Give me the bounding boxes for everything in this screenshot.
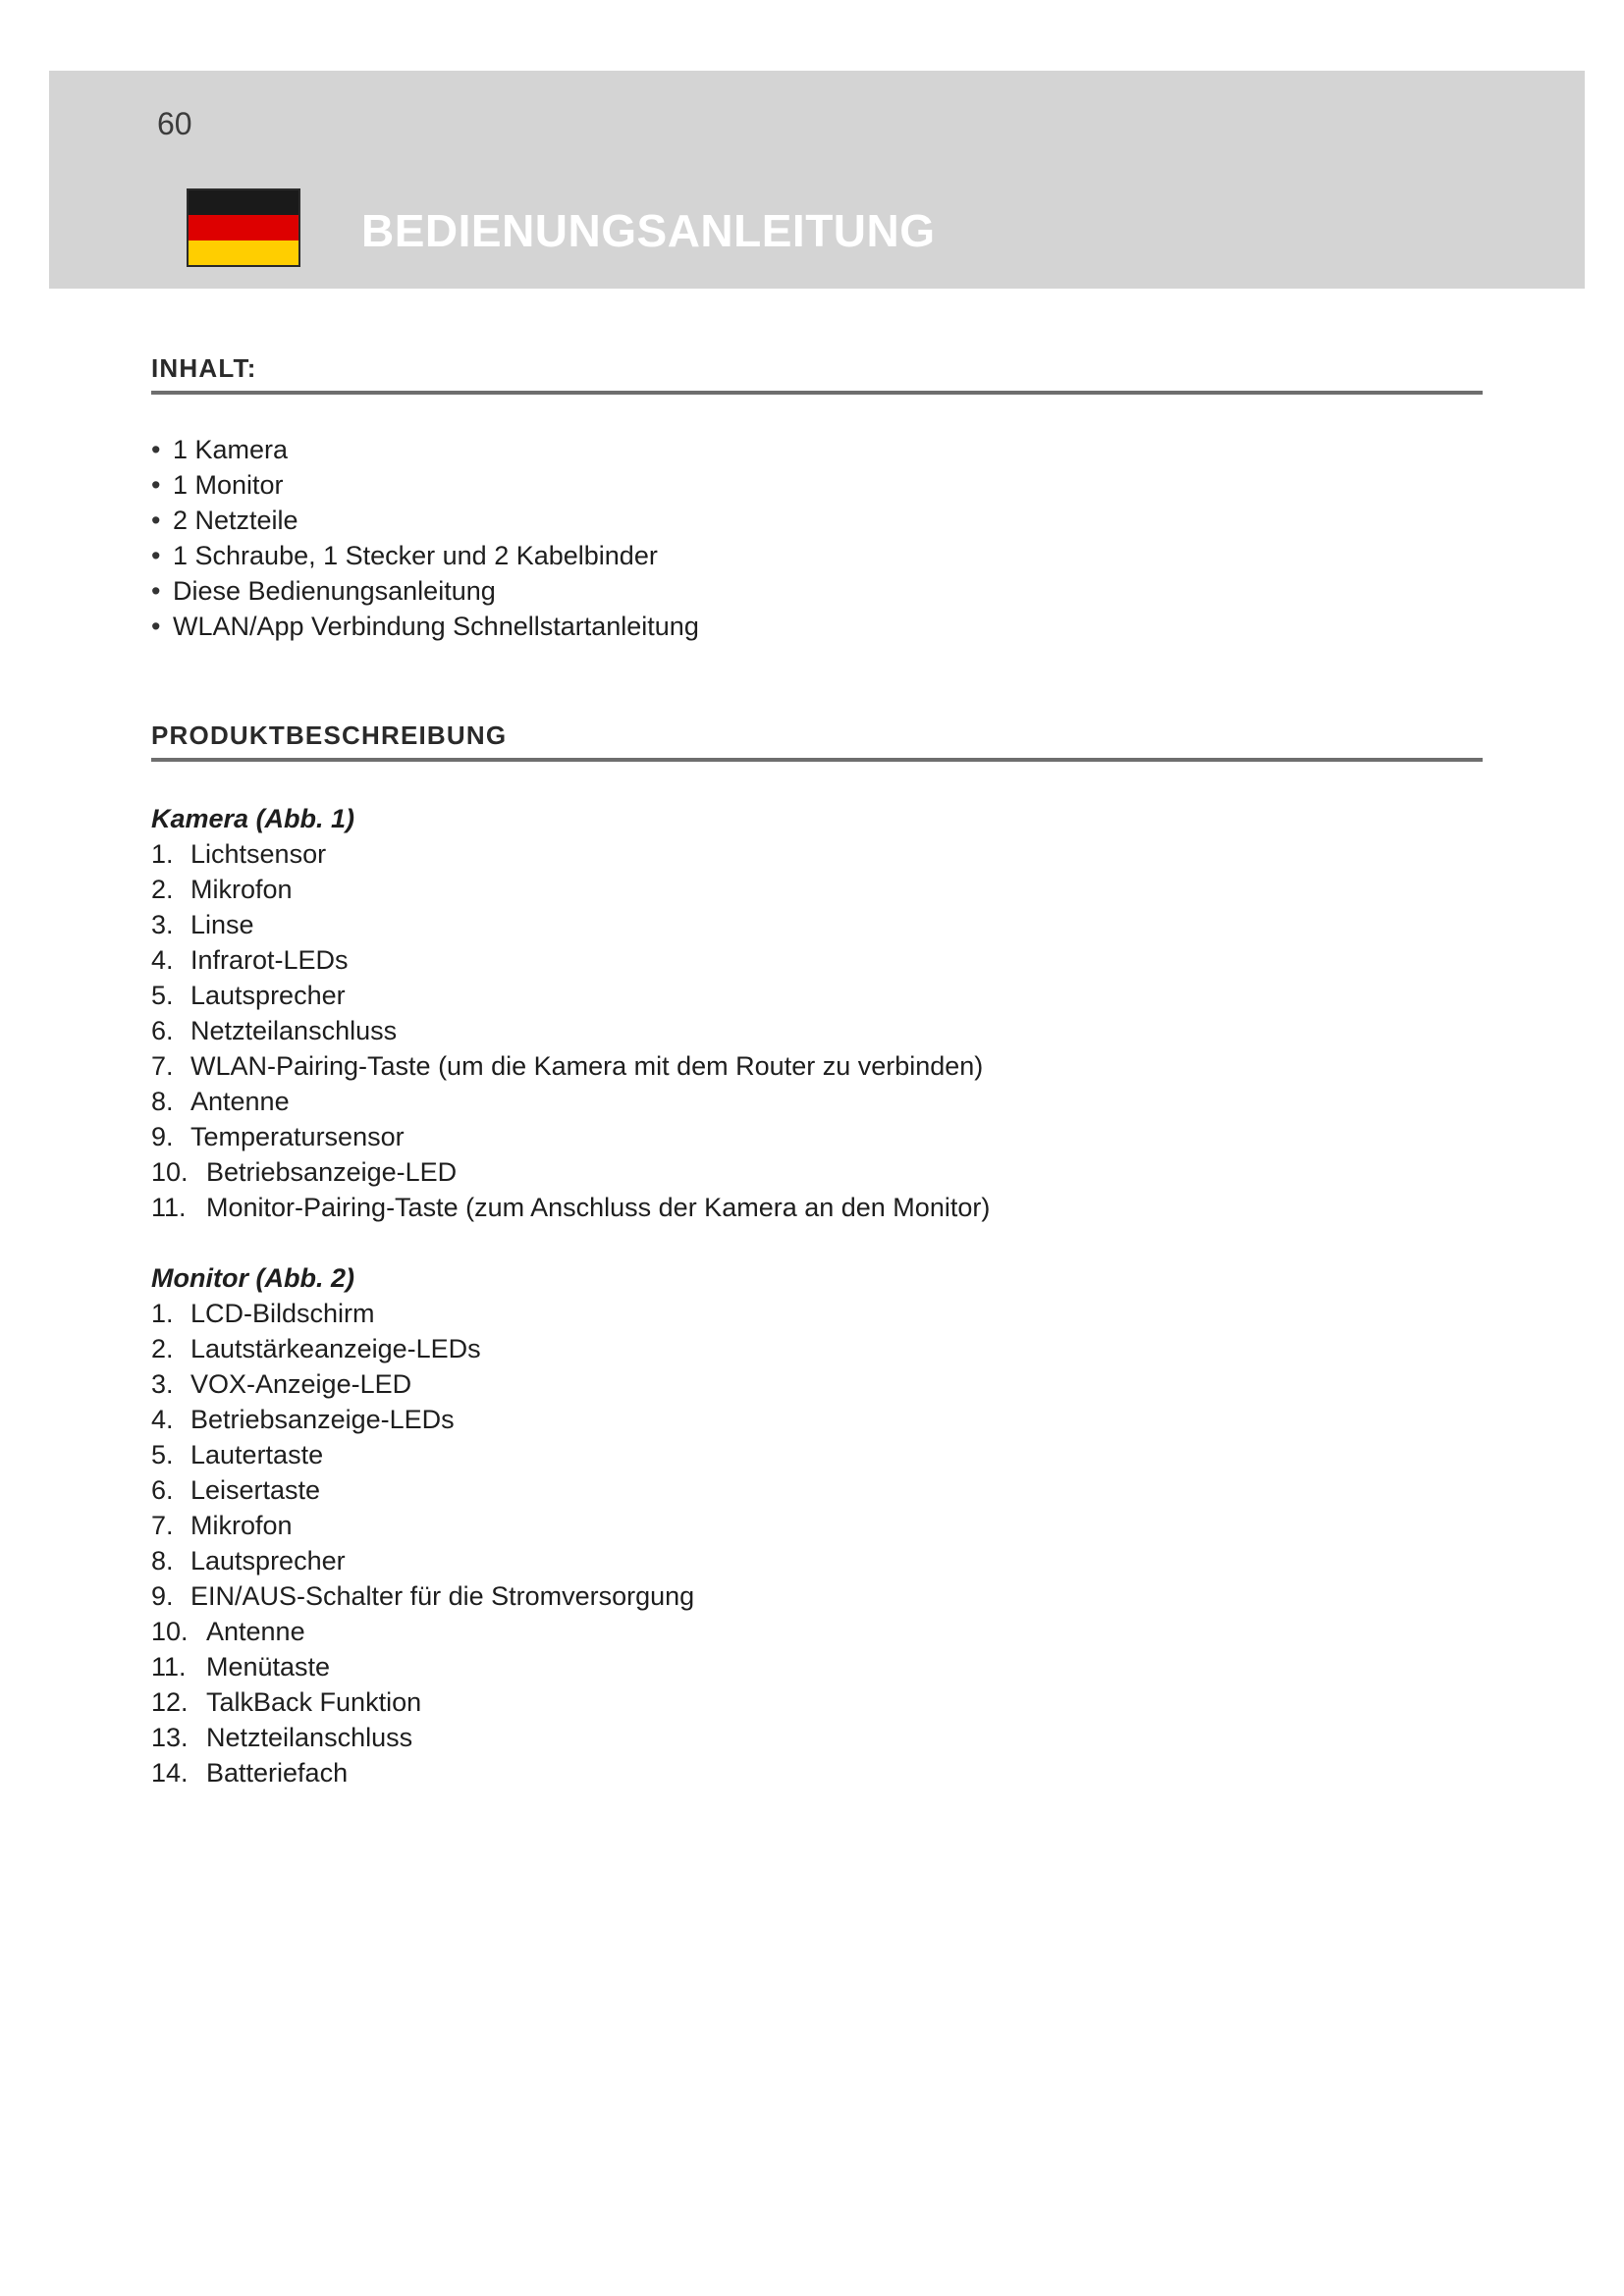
contents-item-label: 1 Schraube, 1 Stecker und 2 Kabelbinder — [173, 540, 658, 570]
monitor-part-item — [151, 1543, 1483, 1578]
contents-heading: INHALT: — [151, 353, 257, 383]
camera-part-number: 1. — [151, 838, 174, 869]
monitor-part-label: Betriebsanzeige-LEDs — [190, 1404, 455, 1434]
bullet-icon: • — [151, 611, 161, 641]
contents-list-item — [151, 573, 1483, 609]
monitor-part-label: Batteriefach — [206, 1757, 349, 1788]
monitor-part-label: Leisertaste — [190, 1474, 321, 1505]
monitor-part-number: 1. — [151, 1298, 174, 1328]
monitor-part-item — [151, 1649, 1483, 1684]
monitor-part-number: 14. — [151, 1757, 189, 1788]
monitor-part-item — [151, 1402, 1483, 1437]
monitor-part-number: 7. — [151, 1510, 174, 1540]
camera-part-label: Mikrofon — [190, 874, 293, 904]
camera-part-number: 4. — [151, 944, 174, 975]
page-number: 60 — [157, 106, 192, 141]
bullet-icon: • — [151, 540, 161, 570]
bullet-icon: • — [151, 575, 161, 606]
camera-part-item — [151, 1190, 1483, 1225]
contents-list — [151, 432, 1483, 644]
monitor-subheading: Monitor (Abb. 2) — [151, 1262, 354, 1293]
camera-part-number: 6. — [151, 1015, 174, 1045]
monitor-part-item — [151, 1508, 1483, 1543]
contents-item-label: Diese Bedienungsanleitung — [173, 575, 496, 606]
monitor-part-label: Menütaste — [206, 1651, 331, 1682]
monitor-part-number: 6. — [151, 1474, 174, 1505]
flag-stripe-black — [189, 190, 298, 215]
camera-part-number: 2. — [151, 874, 174, 904]
monitor-part-item — [151, 1720, 1483, 1755]
camera-part-number: 3. — [151, 909, 174, 939]
monitor-part-label: Netzteilanschluss — [206, 1722, 413, 1752]
camera-part-number: 7. — [151, 1050, 174, 1081]
contents-section — [151, 355, 1483, 644]
document-title: BEDIENUNGSANLEITUNG — [361, 205, 936, 256]
contents-item-label: 2 Netzteile — [173, 505, 298, 535]
camera-part-label: WLAN-Pairing-Taste (um die Kamera mit dem Router zu verbinden) — [190, 1050, 984, 1081]
camera-part-label: Monitor-Pairing-Taste (zum Anschluss der Kamera an den Monitor) — [206, 1192, 991, 1222]
german-flag-icon — [187, 188, 300, 267]
bullet-icon: • — [151, 505, 161, 535]
camera-part-item — [151, 1154, 1483, 1190]
monitor-part-label: EIN/AUS-Schalter für die Stromversorgung — [190, 1580, 695, 1611]
monitor-parts-list — [151, 1296, 1483, 1790]
camera-part-item — [151, 1013, 1483, 1048]
product-description-section — [151, 722, 1483, 1790]
monitor-part-label: Lautertaste — [190, 1439, 324, 1469]
flag-stripe-gold — [189, 240, 298, 265]
monitor-part-label: VOX-Anzeige-LED — [190, 1368, 412, 1399]
monitor-part-number: 9. — [151, 1580, 174, 1611]
camera-part-label: Lichtsensor — [190, 838, 327, 869]
contents-list-item — [151, 538, 1483, 573]
monitor-part-number: 13. — [151, 1722, 189, 1752]
monitor-part-item — [151, 1684, 1483, 1720]
monitor-part-number: 3. — [151, 1368, 174, 1399]
camera-part-label: Linse — [190, 909, 254, 939]
monitor-part-item — [151, 1331, 1483, 1366]
camera-part-label: Betriebsanzeige-LED — [206, 1156, 458, 1187]
monitor-part-number: 11. — [151, 1651, 187, 1682]
camera-part-label: Antenne — [190, 1086, 290, 1116]
header-band — [49, 71, 1585, 289]
camera-part-label: Infrarot-LEDs — [190, 944, 349, 975]
monitor-part-number: 5. — [151, 1439, 174, 1469]
contents-list-item — [151, 467, 1483, 503]
monitor-part-label: Mikrofon — [190, 1510, 293, 1540]
monitor-part-number: 8. — [151, 1545, 174, 1575]
camera-part-item — [151, 978, 1483, 1013]
camera-part-number: 11. — [151, 1192, 187, 1222]
contents-item-label: 1 Kamera — [173, 434, 289, 464]
monitor-part-label: Lautstärkeanzeige-LEDs — [190, 1333, 481, 1363]
contents-list-item — [151, 432, 1483, 467]
monitor-part-item — [151, 1472, 1483, 1508]
camera-part-number: 8. — [151, 1086, 174, 1116]
camera-part-item — [151, 836, 1483, 872]
contents-list-item — [151, 503, 1483, 538]
monitor-block — [151, 1260, 1483, 1790]
contents-item-label: WLAN/App Verbindung Schnellstartanleitung — [173, 611, 699, 641]
camera-part-number: 10. — [151, 1156, 189, 1187]
monitor-part-item — [151, 1437, 1483, 1472]
camera-part-item — [151, 907, 1483, 942]
monitor-part-label: TalkBack Funktion — [206, 1686, 422, 1717]
camera-part-item — [151, 872, 1483, 907]
monitor-part-number: 4. — [151, 1404, 174, 1434]
camera-block — [151, 801, 1483, 1225]
monitor-part-number: 2. — [151, 1333, 174, 1363]
camera-parts-list — [151, 836, 1483, 1225]
monitor-part-label: LCD-Bildschirm — [190, 1298, 375, 1328]
camera-part-item — [151, 942, 1483, 978]
monitor-part-label: Antenne — [206, 1616, 305, 1646]
product-description-heading: PRODUKTBESCHREIBUNG — [151, 721, 508, 750]
contents-item-label: 1 Monitor — [173, 469, 284, 500]
camera-part-item — [151, 1119, 1483, 1154]
flag-stripe-red — [189, 215, 298, 240]
monitor-part-label: Lautsprecher — [190, 1545, 346, 1575]
camera-part-item — [151, 1048, 1483, 1084]
camera-subheading: Kamera (Abb. 1) — [151, 803, 355, 833]
bullet-icon: • — [151, 469, 161, 500]
monitor-part-item — [151, 1755, 1483, 1790]
monitor-part-item — [151, 1578, 1483, 1614]
camera-part-number: 9. — [151, 1121, 174, 1151]
camera-part-label: Lautsprecher — [190, 980, 346, 1010]
contents-divider — [151, 391, 1483, 395]
monitor-part-item — [151, 1614, 1483, 1649]
product-description-divider — [151, 758, 1483, 762]
monitor-part-item — [151, 1296, 1483, 1331]
contents-list-item — [151, 609, 1483, 644]
monitor-part-number: 12. — [151, 1686, 189, 1717]
camera-part-item — [151, 1084, 1483, 1119]
camera-part-label: Temperatursensor — [190, 1121, 405, 1151]
monitor-part-number: 10. — [151, 1616, 189, 1646]
bullet-icon: • — [151, 434, 161, 464]
camera-part-number: 5. — [151, 980, 174, 1010]
camera-part-label: Netzteilanschluss — [190, 1015, 398, 1045]
monitor-part-item — [151, 1366, 1483, 1402]
